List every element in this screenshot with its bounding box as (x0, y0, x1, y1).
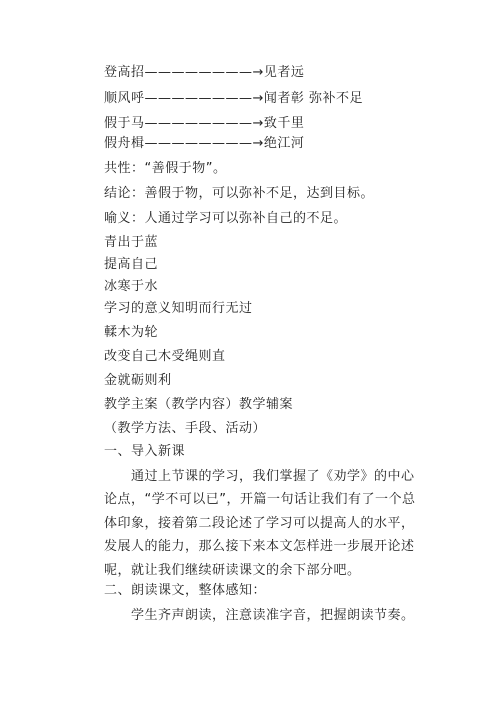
analogy-line-2: 顺风呼————————→闻者彰 弥补不足 (104, 91, 364, 106)
commonality-line: 共性：“善假于物”。 (104, 161, 227, 176)
text-line-tigaoziji: 提高自己 (104, 257, 159, 272)
conclusion-line: 结论：善假于物，可以弥补不足，达到目标。 (104, 186, 375, 201)
text-line-binghanyushui: 冰寒于水 (104, 279, 159, 294)
intro-paragraph: 通过上节课的学习，我们掌握了《劝学》的中心论点，“学不可以已”，开篇一句话让我们有了一个总体印象，接着第二段论述了学习可以提高人的水平，发展人的能力，那么接下来本文怎样进一步展开论述呢，就让我们继续研读课文的余下部分吧。 (104, 469, 416, 578)
reading-instruction: 学生齐声朗读，注意读准字音，把握朗读节奏。 (104, 608, 415, 623)
analogy-line-4: 假舟楫————————→绝江河 (104, 136, 305, 151)
section-one-heading: 一、导入新课 (104, 444, 186, 459)
plan-subheader-line: （教学方法、手段、活动） (104, 421, 267, 436)
plan-header-line: 教学主案（教学内容）教学辅案 (104, 397, 294, 412)
text-line-jinjiulizeli: 金就砺则利 (104, 373, 172, 388)
analogy-line-1: 登高招————————→见者远 (104, 65, 305, 80)
analogy-line-3: 假于马————————→致千里 (104, 116, 305, 131)
text-line-gaibian-ziji: 改变自己木受绳则直 (104, 349, 226, 364)
text-line-qingchuyulan: 青出于蓝 (104, 235, 159, 250)
metaphor-line: 喻义：人通过学习可以弥补自己的不足。 (104, 211, 348, 226)
text-line-roumuweilun: 輮木为轮 (104, 325, 159, 340)
section-two-heading: 二、朗读课文，整体感知： (104, 583, 267, 598)
text-line-xuexi-yiyi: 学习的意义知明而行无过 (104, 301, 253, 316)
